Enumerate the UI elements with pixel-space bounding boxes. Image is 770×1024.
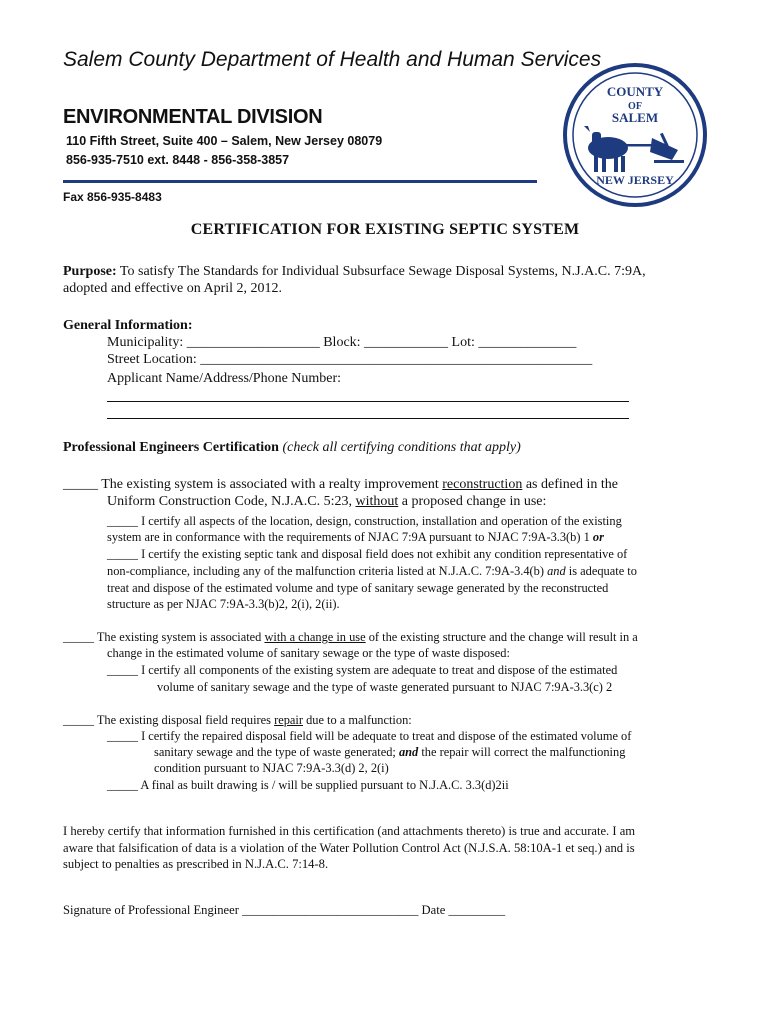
section1-line-2: Uniform Construction Code, N.J.A.C. 5:23, without a proposed change in use: <box>107 494 547 509</box>
svg-text:COUNTY: COUNTY <box>606 84 664 99</box>
general-info-heading: General Information: <box>63 318 193 333</box>
statement-line-2: aware that falsification of data is a violation of the Water Pollution Control Act (N.J.S.A. 58:10A-1 et seq.) and is <box>63 841 635 855</box>
purpose-line-1 <box>63 263 646 281</box>
statement-line-1: I hereby certify that information furnished in this certification (and attachments thereto) is true and accurate. I am <box>63 824 636 838</box>
section1-cert-2-line-3: treat and dispose of the estimated volume and type of sanitary sewage generated by the reconstructed <box>107 581 609 595</box>
division-name: ENVIRONMENTAL DIVISION <box>63 106 323 128</box>
svg-text:OF: OF <box>628 101 642 112</box>
purpose-label: Purpose: <box>63 264 117 279</box>
pe-heading: Professional Engineers Certification <box>63 440 279 455</box>
section3-cert-1[interactable]: _____ I certify the repaired disposal field will be adequate to treat and dispose of the estimated volume of <box>107 729 632 743</box>
section1-option[interactable]: _____ The existing system is associated with a realty improvement reconstruction as defined in the <box>63 477 618 492</box>
agency-name: Salem County Department of Health and Human Services <box>63 48 602 71</box>
section2-cert-1[interactable]: _____ I certify all components of the existing system are adequate to treat and dispose of the estimated <box>107 663 618 677</box>
section3-option[interactable]: _____ The existing disposal field requires repair due to a malfunction: <box>63 713 412 727</box>
applicant-label: Applicant Name/Address/Phone Number: <box>107 371 342 386</box>
section3-cert-2[interactable]: _____ A final as built drawing is / will be supplied pursuant to N.J.A.C. 3.3(d)2ii <box>107 778 509 792</box>
section1-cert-1-line-2: system are in conformance with the requirements of NJAC 7:9A pursuant to NJAC 7:9A-3.3(b) 1 or <box>107 530 604 544</box>
form-title: CERTIFICATION FOR EXISTING SEPTIC SYSTEM <box>190 221 580 238</box>
municipality-block-lot-field[interactable]: Municipality: ___________________ Block: ____________ Lot: ______________ <box>107 335 577 350</box>
pe-note: (check all certifying conditions that apply) <box>282 440 521 455</box>
fax: Fax 856-935-8483 <box>63 190 162 204</box>
address: 110 Fifth Street, Suite 400 – Salem, New Jersey 08079 <box>66 134 383 148</box>
phone: 856-935-7510 ext. 8448 - 856-358-3857 <box>66 153 290 167</box>
statement-line-3: subject to penalties as prescribed in N.J.A.C. 7:14-8. <box>63 857 329 871</box>
applicant-line-1[interactable] <box>107 401 629 402</box>
street-location-field[interactable]: Street Location: ________________________________________________________ <box>107 352 593 367</box>
section3-cert-1-line-3: condition pursuant to NJAC 7:9A-3.3(d) 2, 2(i) <box>154 761 389 775</box>
section1-cert-2-line-2: non-compliance, including any of the malfunction criteria listed at N.J.A.C. 7:9A-3.4(b) and is adequate to <box>107 564 637 578</box>
section1-cert-2-line-4: structure as per NJAC 7:9A-3.3(b)2, 2(i), 2(ii). <box>107 597 340 611</box>
pe-heading-row <box>63 439 521 457</box>
svg-text:NEW JERSEY: NEW JERSEY <box>596 173 674 187</box>
section1-cert-1[interactable]: _____ I certify all aspects of the location, design, construction, installation and operation of the existing <box>107 514 622 528</box>
header-rule <box>63 180 537 183</box>
section1-cert-2[interactable]: _____ I certify the existing septic tank and disposal field does not exhibit any condition representative of <box>107 547 628 561</box>
section2-line-2: change in the estimated volume of sanitary sewage or the type of waste disposed: <box>107 646 510 660</box>
purpose-text: To satisfy The Standards for Individual Subsurface Sewage Disposal Systems, N.J.A.C. 7:9A, <box>119 264 646 279</box>
county-seal-logo <box>560 60 710 210</box>
section3-cert-1-line-2: sanitary sewage and the type of waste generated; and the repair will correct the malfunctioning <box>154 745 626 759</box>
purpose-line-2: adopted and effective on April 2, 2012. <box>63 281 283 296</box>
signature-date-field[interactable]: Signature of Professional Engineer ____________________________ Date _________ <box>63 903 506 917</box>
svg-text:SALEM: SALEM <box>611 110 659 125</box>
applicant-line-2[interactable] <box>107 418 629 419</box>
section2-cert-1-line-2: volume of sanitary sewage and the type of waste generated pursuant to NJAC 7:9A-3.3(c) 2 <box>157 680 613 694</box>
section2-option[interactable]: _____ The existing system is associated with a change in use of the existing structure and the change will result in a <box>63 630 638 644</box>
